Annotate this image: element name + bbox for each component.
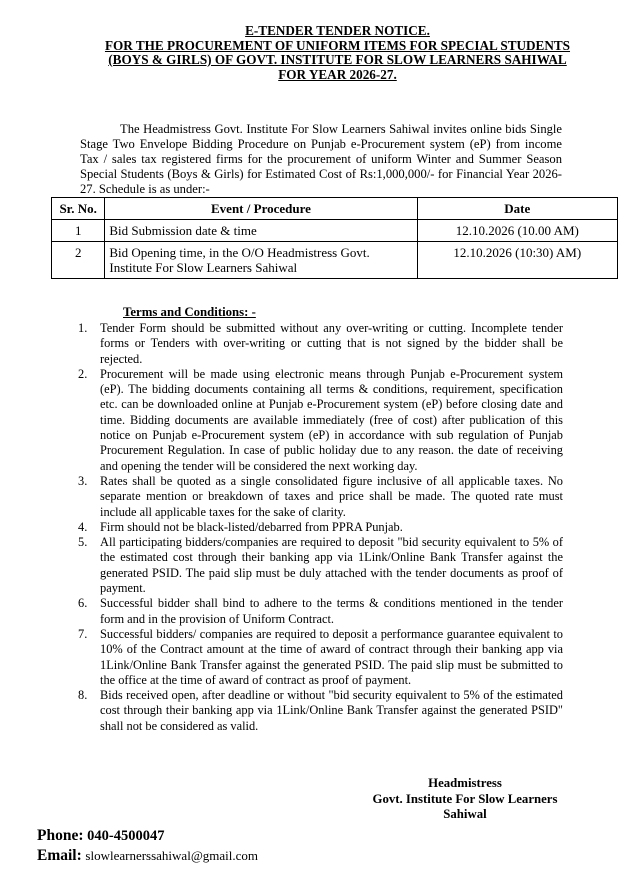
- sr-no-cell: 2: [52, 242, 105, 279]
- email-label: Email:: [37, 847, 82, 864]
- list-item: [78, 474, 563, 520]
- column-header-date: Date: [417, 198, 617, 220]
- item-text: Firm should not be black-listed/debarred from PPRA Punjab.: [100, 519, 403, 534]
- notice-title: E-TENDER TENDER NOTICE.: [245, 23, 430, 38]
- column-header-event: Event / Procedure: [105, 198, 417, 220]
- item-number: 2.: [78, 366, 88, 381]
- signatory-title: Headmistress: [428, 776, 502, 790]
- notice-subtitle-line1: FOR THE PROCUREMENT OF UNIFORM ITEMS FOR SPECIAL STUDENTS: [104, 37, 571, 53]
- item-text: Procurement will be made using electronic means through Punjab e-Procurement system (eP). The bidding documents containing all terms & conditions, requirement, specification etc. can be downloaded online at Punjab e-Procurement system (eP) before closing date and time. Bidding documents are available immediately (free of cost) after publication of this notice on Punjab e-Procurement system (eP) in accordance with sub regulation of Punjab Procurement Regulation. In case of public holiday due to any reason. the date of receiving and opening the tender will be considered the next working day.: [100, 366, 563, 473]
- table-row: [52, 242, 618, 279]
- list-item: [78, 367, 563, 474]
- phone-number[interactable]: 040-4500047: [87, 828, 165, 844]
- item-text: Tender Form should be submitted without any over-writing or cutting. Incomplete tender forms or Tenders with over-writing or cutting that is not signed by the bidder shall be rejected.: [100, 321, 563, 366]
- intro-paragraph: The Headmistress Govt. Institute For Slow Learners Sahiwal invites online bids Single Stage Two Envelope Bidding Procedure on Punjab e-Procurement system (eP) from income Tax / sales tax registered firms for the procurement of uniform Winter and Summer Season Special Students (Boys & Girls) for Estimated Cost of Rs:1,000,000/- for Financial Year 2026-27. Schedule is as under:-: [80, 121, 562, 197]
- contact-block: [37, 826, 258, 866]
- phone-line: [37, 826, 258, 846]
- item-text: Bids received open, after deadline or without "bid security equivalent to 5% of the estimated cost through their banking app via 1Link/Online Bank Transfer against the generated PSID" shall not be considered as valid.: [100, 688, 563, 733]
- signatory-institute: Govt. Institute For Slow Learners: [372, 791, 558, 806]
- list-item: [78, 627, 563, 688]
- event-cell: Bid Opening time, in the O/O Headmistress Govt. Institute For Slow Learners Sahiwal: [105, 242, 417, 279]
- list-item: [78, 535, 563, 596]
- item-number: 6.: [78, 596, 88, 611]
- email-address[interactable]: slowlearnerssahiwal@gmail.com: [85, 848, 259, 863]
- item-text: Successful bidder shall bind to adhere to the terms & conditions mentioned in the tender form and in the provision of Uniform Contract.: [100, 596, 563, 626]
- schedule-table: [51, 197, 618, 279]
- sr-no-cell: 1: [52, 220, 105, 242]
- list-item: [78, 596, 563, 627]
- schedule-header-row: [52, 198, 618, 220]
- table-row: [52, 220, 618, 242]
- signatory-city: Sahiwal: [443, 807, 487, 822]
- date-cell: 12.10.2026 (10.00 AM): [417, 220, 617, 242]
- item-number: 8.: [78, 688, 88, 703]
- terms-heading: Terms and Conditions: -: [123, 305, 256, 319]
- column-header-sr-no: Sr. No.: [52, 198, 105, 220]
- notice-subtitle-line2: (BOYS & GIRLS) OF GOVT. INSTITUTE FOR SLOW LEARNERS SAHIWAL: [108, 52, 567, 67]
- signature-block: [340, 776, 590, 823]
- item-number: 3.: [78, 473, 88, 488]
- list-item: [78, 321, 563, 367]
- terms-list: [78, 321, 563, 734]
- item-text: All participating bidders/companies are required to deposit "bid security equivalent to 5% of the estimated cost through their banking app via 1Link/Online Bank Transfer against the generated PSID. The paid slip must be duly attached with the tender documents as proof of payment.: [100, 535, 563, 596]
- item-number: 4.: [78, 519, 88, 534]
- item-number: 1.: [78, 321, 88, 335]
- event-cell: Bid Submission date & time: [105, 220, 417, 242]
- date-cell: 12.10.2026 (10:30) AM): [417, 242, 617, 279]
- item-number: 7.: [78, 626, 88, 641]
- notice-subtitle-line3: FOR YEAR 2026-27.: [278, 66, 397, 82]
- list-item: [78, 520, 563, 535]
- item-number: 5.: [78, 535, 88, 550]
- notice-header: [60, 24, 615, 82]
- item-text: Successful bidders/ companies are required to deposit a performance guarantee equivalent to 10% of the Contract amount at the time of award of contract through their banking app via 1Link/Online Bank Transfer against the generated PSID. The paid slip must be submitted to the office at the time of award of contract as proof of payment.: [100, 626, 563, 687]
- item-text: Rates shall be quoted as a single consolidated figure inclusive of all applicable taxes. No separate mention or breakdown of taxes and price shall be made. The quoted rate must include all applicable taxes for the sake of clarity.: [100, 473, 563, 519]
- phone-label: Phone:: [37, 827, 84, 844]
- list-item: [78, 688, 563, 734]
- email-line: [37, 846, 258, 866]
